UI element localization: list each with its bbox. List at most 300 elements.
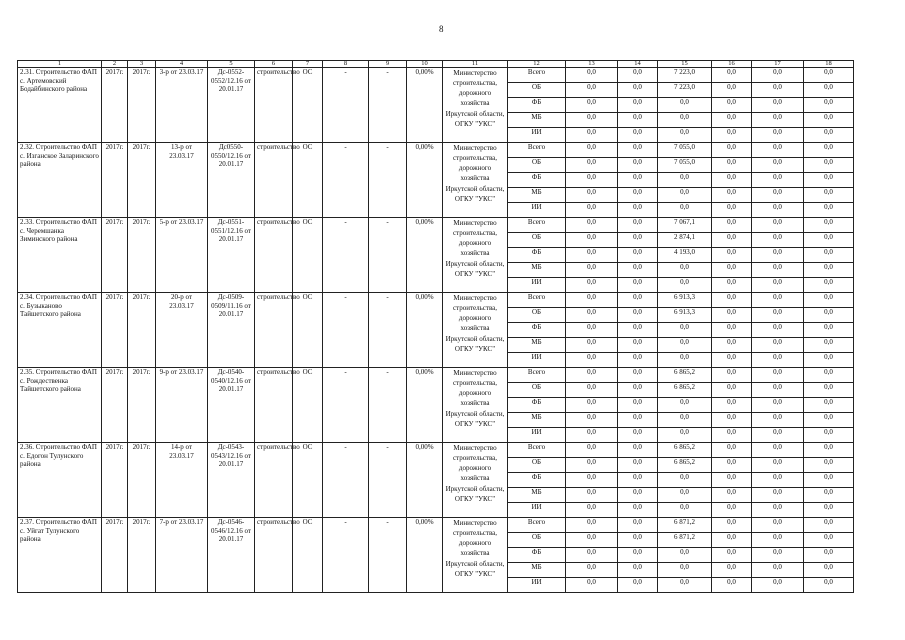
asset-kind: ОС [293, 443, 323, 518]
document-ref: Дс-0552-0552/12.16 от 20.01.17 [208, 68, 255, 143]
amount-cell: 0,0 [804, 233, 854, 248]
fund-source: МБ [508, 263, 566, 278]
amount-cell: 0,0 [566, 428, 618, 443]
amount-cell: 0,0 [712, 323, 752, 338]
amount-cell: 0,0 [804, 83, 854, 98]
header-row [18, 61, 854, 68]
amount-cell: 0,0 [752, 233, 804, 248]
col8-value: - [323, 143, 369, 218]
fund-source: ИИ [508, 353, 566, 368]
amount-cell: 0,0 [712, 368, 752, 383]
amount-cell: 0,0 [712, 428, 752, 443]
amount-cell: 0,0 [566, 383, 618, 398]
amount-cell: 0,0 [566, 548, 618, 563]
amount-cell: 0,0 [752, 458, 804, 473]
amount-cell: 0,0 [566, 263, 618, 278]
object-name: 2.32. Строительство ФАП с. Изганское Заларинского района [18, 143, 102, 218]
amount-cell: 0,0 [566, 308, 618, 323]
amount-cell: 0,0 [658, 353, 712, 368]
amount-cell: 0,0 [712, 473, 752, 488]
amount-cell: 0,0 [658, 503, 712, 518]
fund-source: Всего [508, 443, 566, 458]
fund-source: ОБ [508, 308, 566, 323]
fund-source: Всего [508, 293, 566, 308]
column-header: 16 [712, 61, 752, 68]
amount-cell: 0,0 [658, 188, 712, 203]
fund-source: ИИ [508, 278, 566, 293]
work-type: строительство [255, 518, 293, 593]
amount-cell: 0,0 [618, 443, 658, 458]
amount-cell: 0,0 [804, 413, 854, 428]
readiness-percent: 0,00% [407, 368, 443, 443]
column-header: 1 [18, 61, 102, 68]
amount-cell: 0,0 [566, 578, 618, 593]
amount-cell: 0,0 [618, 293, 658, 308]
fund-source: ОБ [508, 383, 566, 398]
amount-cell: 0,0 [804, 548, 854, 563]
column-header: 7 [293, 61, 323, 68]
amount-cell: 0,0 [804, 278, 854, 293]
fund-source: ИИ [508, 503, 566, 518]
amount-cell: 0,0 [566, 398, 618, 413]
amount-cell: 0,0 [618, 83, 658, 98]
amount-cell: 0,0 [712, 98, 752, 113]
amount-cell: 0,0 [618, 578, 658, 593]
col8-value: - [323, 518, 369, 593]
table-row [18, 143, 854, 158]
amount-cell: 2 874,1 [658, 233, 712, 248]
work-type: строительство [255, 368, 293, 443]
amount-cell: 0,0 [752, 518, 804, 533]
amount-cell: 0,0 [658, 98, 712, 113]
amount-cell: 0,0 [566, 248, 618, 263]
readiness-percent: 0,00% [407, 218, 443, 293]
amount-cell: 0,0 [566, 188, 618, 203]
amount-cell: 0,0 [566, 68, 618, 83]
fund-source: ОБ [508, 533, 566, 548]
year-end: 2017г. [128, 143, 156, 218]
fund-source: ОБ [508, 83, 566, 98]
amount-cell: 0,0 [804, 428, 854, 443]
amount-cell: 0,0 [804, 308, 854, 323]
amount-cell: 0,0 [804, 458, 854, 473]
column-header: 5 [208, 61, 255, 68]
amount-cell: 0,0 [566, 83, 618, 98]
amount-cell: 0,0 [712, 68, 752, 83]
amount-cell: 7 223,0 [658, 68, 712, 83]
work-type: строительство [255, 293, 293, 368]
amount-cell: 0,0 [658, 473, 712, 488]
year-start: 2017г. [102, 218, 128, 293]
amount-cell: 0,0 [658, 413, 712, 428]
amount-cell: 0,0 [566, 368, 618, 383]
col8-value: - [323, 218, 369, 293]
amount-cell: 0,0 [618, 428, 658, 443]
amount-cell: 0,0 [618, 308, 658, 323]
amount-cell: 0,0 [752, 368, 804, 383]
col8-value: - [323, 368, 369, 443]
responsible-body: Министерство строительства, дорожного хозяйства Иркутской области, ОГКУ "УКС" [443, 518, 508, 593]
amount-cell: 0,0 [618, 368, 658, 383]
amount-cell: 0,0 [712, 218, 752, 233]
amount-cell: 0,0 [804, 143, 854, 158]
fund-source: Всего [508, 368, 566, 383]
amount-cell: 0,0 [804, 383, 854, 398]
responsible-body: Министерство строительства, дорожного хозяйства Иркутской области, ОГКУ "УКС" [443, 68, 508, 143]
amount-cell: 0,0 [658, 428, 712, 443]
document-ref: Дс-0546-0546/12.16 от 20.01.17 [208, 518, 255, 593]
fund-source: ФБ [508, 548, 566, 563]
readiness-percent: 0,00% [407, 143, 443, 218]
amount-cell: 0,0 [804, 203, 854, 218]
financing-table [17, 60, 854, 593]
page-number: 8 [439, 24, 444, 34]
amount-cell: 0,0 [752, 383, 804, 398]
fund-source: ОБ [508, 233, 566, 248]
amount-cell: 0,0 [752, 413, 804, 428]
amount-cell: 0,0 [804, 578, 854, 593]
amount-cell: 0,0 [566, 218, 618, 233]
amount-cell: 0,0 [712, 338, 752, 353]
amount-cell: 0,0 [618, 338, 658, 353]
amount-cell: 0,0 [712, 518, 752, 533]
amount-cell: 0,0 [804, 518, 854, 533]
amount-cell: 0,0 [804, 443, 854, 458]
amount-cell: 0,0 [712, 83, 752, 98]
responsible-body: Министерство строительства, дорожного хозяйства Иркутской области, ОГКУ "УКС" [443, 293, 508, 368]
amount-cell: 0,0 [752, 488, 804, 503]
amount-cell: 0,0 [566, 98, 618, 113]
document-ref: Дс-0509-0509/11.16 от 20.01.17 [208, 293, 255, 368]
column-header: 14 [618, 61, 658, 68]
amount-cell: 0,0 [618, 563, 658, 578]
fund-source: ФБ [508, 473, 566, 488]
col9-value: - [369, 368, 407, 443]
fund-source: ИИ [508, 128, 566, 143]
amount-cell: 0,0 [712, 488, 752, 503]
amount-cell: 0,0 [804, 128, 854, 143]
amount-cell: 6 871,2 [658, 518, 712, 533]
amount-cell: 0,0 [618, 113, 658, 128]
year-end: 2017г. [128, 68, 156, 143]
amount-cell: 0,0 [804, 563, 854, 578]
amount-cell: 0,0 [712, 278, 752, 293]
amount-cell: 0,0 [566, 278, 618, 293]
amount-cell: 0,0 [566, 473, 618, 488]
fund-source: ИИ [508, 578, 566, 593]
amount-cell: 6 865,2 [658, 458, 712, 473]
amount-cell: 0,0 [618, 248, 658, 263]
amount-cell: 0,0 [618, 68, 658, 83]
work-type: строительство [255, 68, 293, 143]
decision-ref: 3-р от 23.03.17 [156, 68, 208, 143]
fund-source: ОБ [508, 458, 566, 473]
column-header: 18 [804, 61, 854, 68]
amount-cell: 0,0 [566, 113, 618, 128]
amount-cell: 0,0 [752, 248, 804, 263]
amount-cell: 0,0 [804, 158, 854, 173]
amount-cell: 0,0 [804, 338, 854, 353]
amount-cell: 0,0 [566, 518, 618, 533]
asset-kind: ОС [293, 368, 323, 443]
amount-cell: 0,0 [752, 338, 804, 353]
asset-kind: ОС [293, 143, 323, 218]
amount-cell: 0,0 [618, 278, 658, 293]
amount-cell: 0,0 [658, 128, 712, 143]
year-end: 2017г. [128, 368, 156, 443]
year-start: 2017г. [102, 518, 128, 593]
fund-source: ИИ [508, 428, 566, 443]
table-row [18, 218, 854, 233]
amount-cell: 0,0 [618, 173, 658, 188]
col9-value: - [369, 68, 407, 143]
amount-cell: 0,0 [804, 188, 854, 203]
amount-cell: 6 871,2 [658, 533, 712, 548]
amount-cell: 0,0 [804, 488, 854, 503]
responsible-body: Министерство строительства, дорожного хозяйства Иркутской области, ОГКУ "УКС" [443, 143, 508, 218]
table-row [18, 443, 854, 458]
amount-cell: 0,0 [618, 503, 658, 518]
object-name: 2.37. Строительство ФАП с. Уйгат Тулунского района [18, 518, 102, 593]
amount-cell: 0,0 [712, 503, 752, 518]
document-ref: Дс-0540-0540/12.16 от 20.01.17 [208, 368, 255, 443]
fund-source: ОБ [508, 158, 566, 173]
amount-cell: 0,0 [712, 173, 752, 188]
amount-cell: 0,0 [618, 158, 658, 173]
readiness-percent: 0,00% [407, 443, 443, 518]
amount-cell: 0,0 [752, 68, 804, 83]
col9-value: - [369, 443, 407, 518]
amount-cell: 0,0 [804, 473, 854, 488]
column-header: 9 [369, 61, 407, 68]
fund-source: МБ [508, 413, 566, 428]
amount-cell: 0,0 [752, 293, 804, 308]
amount-cell: 0,0 [618, 98, 658, 113]
amount-cell: 0,0 [752, 83, 804, 98]
document-ref: Дс-0551-0551/12.16 от 20.01.17 [208, 218, 255, 293]
column-header: 10 [407, 61, 443, 68]
amount-cell: 0,0 [712, 293, 752, 308]
decision-ref: 9-р от 23.03.17 [156, 368, 208, 443]
amount-cell: 0,0 [712, 143, 752, 158]
amount-cell: 0,0 [712, 128, 752, 143]
amount-cell: 0,0 [566, 143, 618, 158]
column-header: 12 [508, 61, 566, 68]
amount-cell: 6 865,2 [658, 368, 712, 383]
amount-cell: 0,0 [804, 368, 854, 383]
table-row [18, 368, 854, 383]
year-start: 2017г. [102, 443, 128, 518]
amount-cell: 0,0 [618, 398, 658, 413]
amount-cell: 0,0 [752, 173, 804, 188]
column-header: 3 [128, 61, 156, 68]
amount-cell: 0,0 [658, 113, 712, 128]
col8-value: - [323, 443, 369, 518]
year-start: 2017г. [102, 293, 128, 368]
amount-cell: 0,0 [804, 218, 854, 233]
amount-cell: 0,0 [566, 503, 618, 518]
amount-cell: 0,0 [658, 203, 712, 218]
object-name: 2.35. Строительство ФАП с. Рождественка Тайшетского района [18, 368, 102, 443]
amount-cell: 0,0 [712, 533, 752, 548]
work-type: строительство [255, 143, 293, 218]
amount-cell: 0,0 [618, 128, 658, 143]
amount-cell: 7 055,0 [658, 158, 712, 173]
fund-source: ФБ [508, 98, 566, 113]
object-name: 2.31. Строительство ФАП с. Артемовский Бодайбинского района [18, 68, 102, 143]
amount-cell: 0,0 [658, 398, 712, 413]
amount-cell: 0,0 [566, 323, 618, 338]
amount-cell: 0,0 [804, 263, 854, 278]
responsible-body: Министерство строительства, дорожного хозяйства Иркутской области, ОГКУ "УКС" [443, 218, 508, 293]
col9-value: - [369, 293, 407, 368]
amount-cell: 0,0 [712, 413, 752, 428]
amount-cell: 0,0 [618, 518, 658, 533]
fund-source: МБ [508, 188, 566, 203]
amount-cell: 0,0 [712, 188, 752, 203]
asset-kind: ОС [293, 293, 323, 368]
asset-kind: ОС [293, 68, 323, 143]
amount-cell: 0,0 [658, 488, 712, 503]
decision-ref: 5-р от 23.03.17 [156, 218, 208, 293]
column-header: 4 [156, 61, 208, 68]
amount-cell: 0,0 [618, 458, 658, 473]
amount-cell: 0,0 [752, 128, 804, 143]
amount-cell: 0,0 [712, 383, 752, 398]
amount-cell: 0,0 [712, 443, 752, 458]
document-ref: Дс0550-0550/12.16 от 20.01.17 [208, 143, 255, 218]
amount-cell: 0,0 [712, 113, 752, 128]
amount-cell: 0,0 [618, 233, 658, 248]
amount-cell: 0,0 [804, 323, 854, 338]
amount-cell: 7 223,0 [658, 83, 712, 98]
readiness-percent: 0,00% [407, 68, 443, 143]
col9-value: - [369, 518, 407, 593]
amount-cell: 0,0 [752, 503, 804, 518]
amount-cell: 0,0 [658, 563, 712, 578]
responsible-body: Министерство строительства, дорожного хозяйства Иркутской области, ОГКУ "УКС" [443, 368, 508, 443]
amount-cell: 0,0 [658, 323, 712, 338]
readiness-percent: 0,00% [407, 293, 443, 368]
column-header: 6 [255, 61, 293, 68]
amount-cell: 0,0 [752, 203, 804, 218]
decision-ref: 20-р от 23.03.17 [156, 293, 208, 368]
amount-cell: 0,0 [752, 473, 804, 488]
document-ref: Дс-0543-0543/12.16 от 20.01.17 [208, 443, 255, 518]
work-type: строительство [255, 218, 293, 293]
amount-cell: 0,0 [658, 338, 712, 353]
fund-source: Всего [508, 218, 566, 233]
amount-cell: 0,0 [752, 308, 804, 323]
amount-cell: 0,0 [566, 533, 618, 548]
fund-source: ФБ [508, 323, 566, 338]
amount-cell: 6 913,3 [658, 293, 712, 308]
table-row [18, 518, 854, 533]
amount-cell: 0,0 [752, 323, 804, 338]
amount-cell: 0,0 [712, 308, 752, 323]
amount-cell: 0,0 [658, 578, 712, 593]
asset-kind: ОС [293, 518, 323, 593]
column-header: 13 [566, 61, 618, 68]
amount-cell: 0,0 [566, 158, 618, 173]
amount-cell: 0,0 [752, 158, 804, 173]
year-start: 2017г. [102, 143, 128, 218]
asset-kind: ОС [293, 218, 323, 293]
amount-cell: 4 193,0 [658, 248, 712, 263]
amount-cell: 6 865,2 [658, 443, 712, 458]
decision-ref: 14-р от 23.03.17 [156, 443, 208, 518]
fund-source: ФБ [508, 173, 566, 188]
col8-value: - [323, 293, 369, 368]
amount-cell: 0,0 [804, 248, 854, 263]
amount-cell: 0,0 [566, 203, 618, 218]
amount-cell: 0,0 [752, 578, 804, 593]
fund-source: МБ [508, 338, 566, 353]
year-end: 2017г. [128, 443, 156, 518]
amount-cell: 0,0 [566, 443, 618, 458]
readiness-percent: 0,00% [407, 518, 443, 593]
column-header: 15 [658, 61, 712, 68]
amount-cell: 0,0 [804, 533, 854, 548]
amount-cell: 0,0 [804, 113, 854, 128]
year-start: 2017г. [102, 368, 128, 443]
amount-cell: 0,0 [752, 533, 804, 548]
table-row [18, 293, 854, 308]
amount-cell: 7 055,0 [658, 143, 712, 158]
fund-source: ИИ [508, 203, 566, 218]
amount-cell: 0,0 [658, 173, 712, 188]
amount-cell: 0,0 [712, 563, 752, 578]
amount-cell: 0,0 [712, 233, 752, 248]
amount-cell: 0,0 [804, 503, 854, 518]
amount-cell: 0,0 [618, 488, 658, 503]
object-name: 2.34. Строительство ФАП с. Бузыканово Тайшетского района [18, 293, 102, 368]
column-header: 11 [443, 61, 508, 68]
amount-cell: 0,0 [752, 428, 804, 443]
responsible-body: Министерство строительства, дорожного хозяйства Иркутской области, ОГКУ "УКС" [443, 443, 508, 518]
amount-cell: 0,0 [618, 218, 658, 233]
amount-cell: 0,0 [752, 113, 804, 128]
work-type: строительство [255, 443, 293, 518]
amount-cell: 0,0 [712, 548, 752, 563]
amount-cell: 0,0 [618, 263, 658, 278]
amount-cell: 0,0 [712, 353, 752, 368]
amount-cell: 0,0 [712, 398, 752, 413]
column-header: 8 [323, 61, 369, 68]
fund-source: Всего [508, 68, 566, 83]
amount-cell: 0,0 [618, 323, 658, 338]
year-end: 2017г. [128, 293, 156, 368]
fund-source: ФБ [508, 398, 566, 413]
fund-source: МБ [508, 113, 566, 128]
amount-cell: 0,0 [566, 233, 618, 248]
amount-cell: 6 913,3 [658, 308, 712, 323]
decision-ref: 13-р от 23.03.17 [156, 143, 208, 218]
amount-cell: 0,0 [752, 398, 804, 413]
amount-cell: 0,0 [752, 218, 804, 233]
amount-cell: 0,0 [712, 578, 752, 593]
amount-cell: 0,0 [566, 338, 618, 353]
amount-cell: 0,0 [618, 533, 658, 548]
amount-cell: 0,0 [712, 248, 752, 263]
column-header: 17 [752, 61, 804, 68]
amount-cell: 0,0 [618, 383, 658, 398]
amount-cell: 6 865,2 [658, 383, 712, 398]
amount-cell: 0,0 [712, 458, 752, 473]
amount-cell: 0,0 [752, 563, 804, 578]
amount-cell: 0,0 [804, 398, 854, 413]
amount-cell: 0,0 [712, 263, 752, 278]
